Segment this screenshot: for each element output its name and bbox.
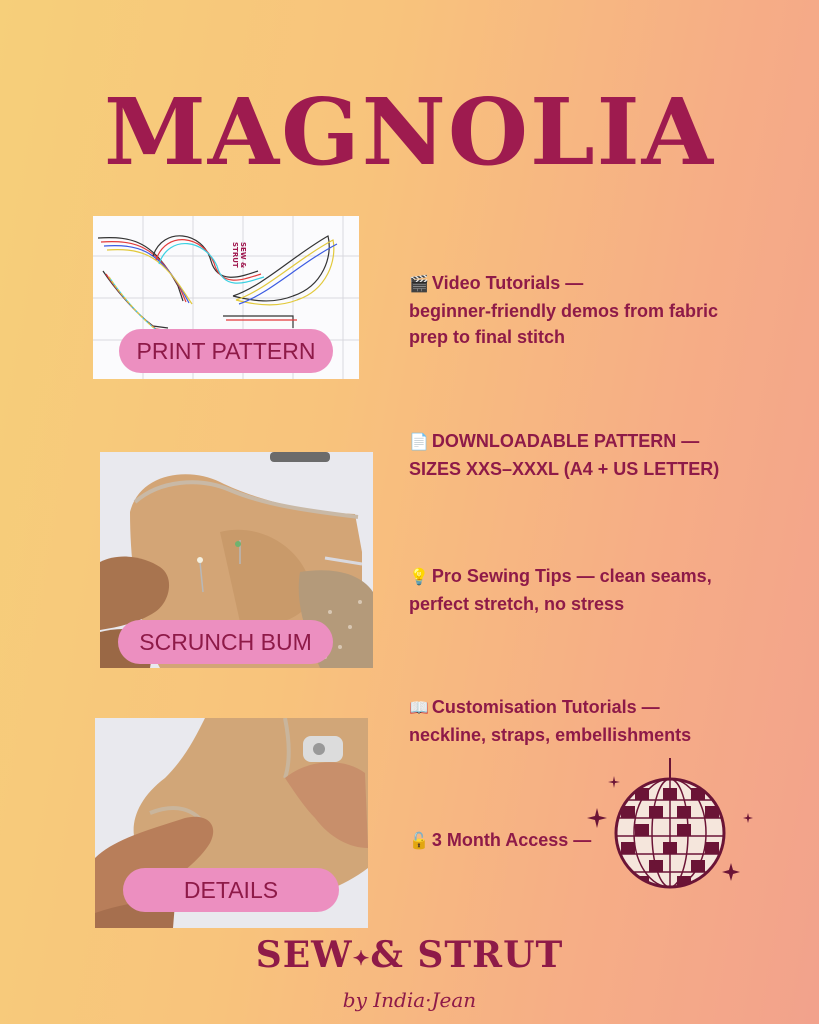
- page-title: MAGNOLIA: [103, 78, 716, 186]
- brand-part-1: SEW: [255, 934, 353, 976]
- feature-line: beginner-friendly demos from fabric: [409, 301, 719, 321]
- sparkle-icon: ✦: [352, 946, 371, 970]
- feature-video-tutorials: [409, 270, 789, 350]
- feature-line: prep to final stitch: [409, 327, 566, 347]
- disco-ball-icon: [585, 758, 755, 898]
- brand-part-2: & STRUT: [370, 934, 564, 976]
- details-label: DETAILS: [123, 868, 339, 912]
- feature-line: Video Tutorials —: [431, 273, 584, 293]
- feature-pro-sewing-tips: [409, 563, 789, 617]
- feature-line: Customisation Tutorials —: [431, 697, 660, 717]
- print-pattern-image: [93, 216, 359, 379]
- feature-line: DOWNLOADABLE PATTERN —: [431, 431, 700, 451]
- clapper-icon: 🎬: [409, 276, 429, 293]
- svg-text:SEW &: SEW &: [239, 242, 247, 269]
- brand-logo: [0, 934, 819, 976]
- print-pattern-label: PRINT PATTERN: [119, 329, 333, 373]
- feature-customisation-tutorials: [409, 694, 789, 748]
- feature-line: SIZES XXS–XXXL (A4 + US LETTER): [409, 459, 720, 479]
- details-image: [95, 718, 368, 928]
- book-icon: 📖: [409, 700, 429, 717]
- scrunch-bum-label: SCRUNCH BUM: [118, 620, 333, 664]
- feature-line: neckline, straps, embellishments: [409, 725, 692, 745]
- scrunch-bum-image: [100, 452, 373, 668]
- svg-text:STRUT: STRUT: [231, 242, 239, 268]
- feature-line: perfect stretch, no stress: [409, 594, 625, 614]
- brand-byline: by India·Jean: [342, 988, 477, 1012]
- feature-line: 3 Month Access —: [431, 830, 592, 850]
- feature-downloadable-pattern: [409, 428, 789, 482]
- unlock-icon: 🔓: [409, 833, 429, 850]
- document-icon: 📄: [409, 434, 429, 451]
- lightbulb-icon: 💡: [409, 569, 429, 586]
- feature-line: Pro Sewing Tips — clean seams,: [431, 566, 712, 586]
